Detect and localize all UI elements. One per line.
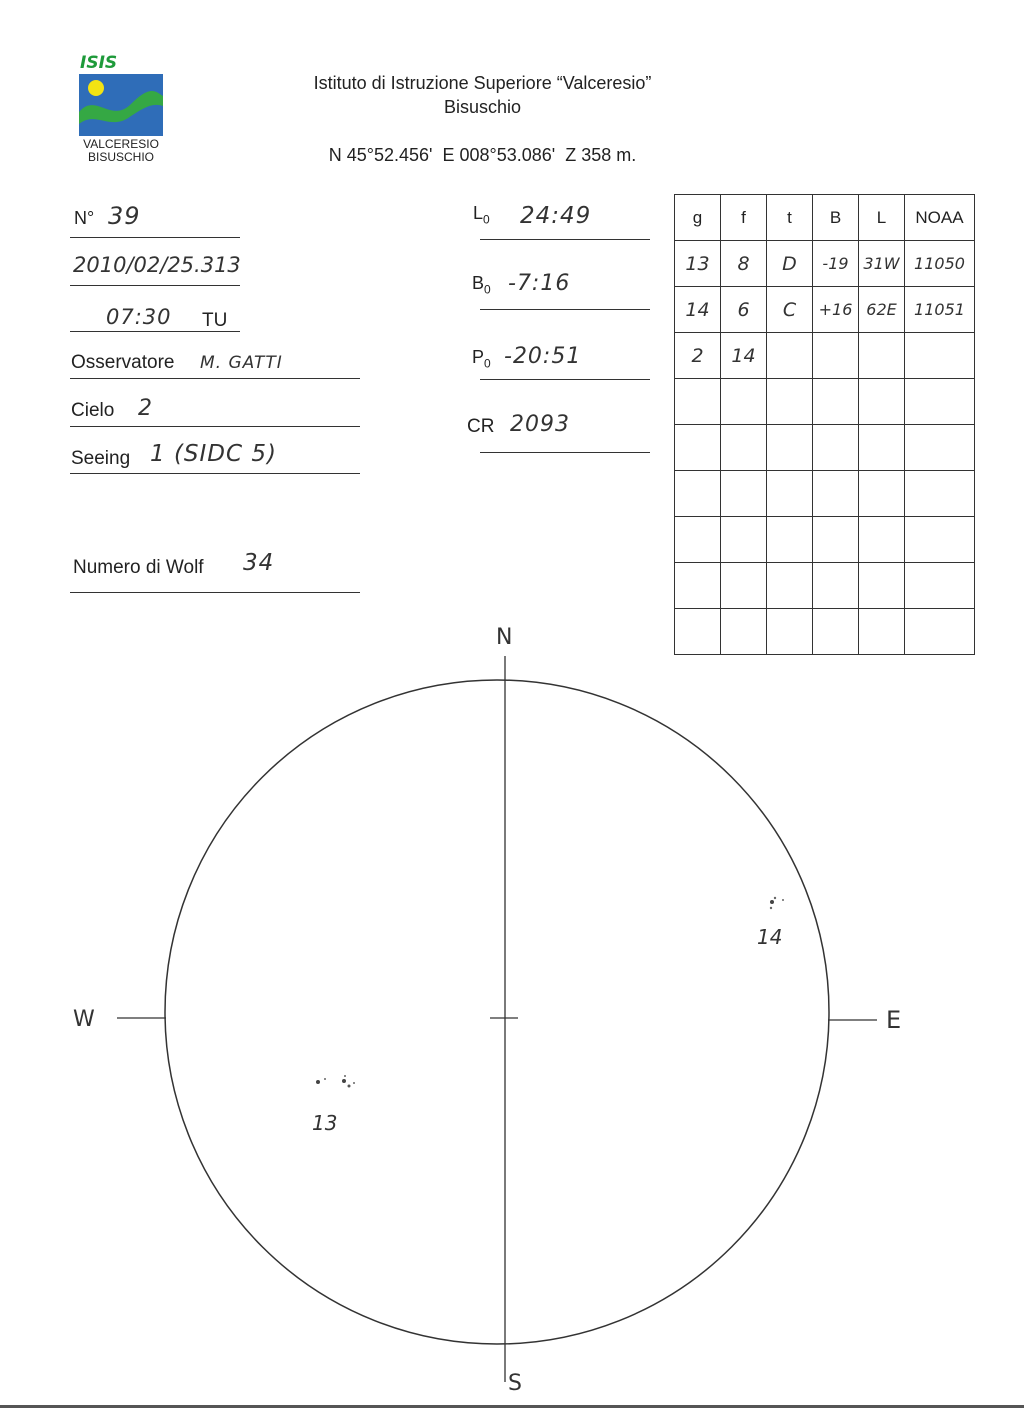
sunspot — [353, 1082, 355, 1084]
table-header-l: L — [859, 195, 905, 241]
table-cell — [859, 333, 905, 379]
cr-label: CR — [467, 416, 495, 437]
seeing-value: 1 (SIDC 5) — [150, 441, 277, 467]
number-underline — [70, 237, 240, 238]
page-bottom-edge — [0, 1405, 1024, 1408]
table-cell: 8 — [721, 241, 767, 287]
sunspot-groups-table — [674, 194, 975, 655]
solar-disk — [165, 680, 829, 1344]
l0-label — [473, 203, 490, 227]
table-cell — [905, 333, 975, 379]
table-cell: D — [767, 241, 813, 287]
sunspot — [316, 1080, 320, 1084]
table-cell — [905, 563, 975, 609]
table-cell: 6 — [721, 287, 767, 333]
table-cell — [721, 517, 767, 563]
table-row — [675, 517, 975, 563]
table-row — [675, 333, 975, 379]
sunspot — [782, 899, 784, 901]
sky-label: Cielo — [71, 400, 115, 421]
observer-label: Osservatore — [71, 352, 175, 373]
logo-line1: VALCERESIO — [83, 137, 159, 151]
sky-underline — [70, 426, 360, 427]
table-cell — [675, 517, 721, 563]
table-cell — [813, 471, 859, 517]
table-row — [675, 425, 975, 471]
table-cell: C — [767, 287, 813, 333]
wolf-number-value: 34 — [243, 550, 275, 576]
table-row — [675, 563, 975, 609]
sunspot — [344, 1075, 346, 1077]
table-cell — [813, 563, 859, 609]
table-cell: 11050 — [905, 241, 975, 287]
sunspot — [348, 1085, 351, 1088]
table-row — [675, 471, 975, 517]
observation-time: 07:30 — [106, 305, 172, 329]
table-cell — [767, 563, 813, 609]
sunspot — [342, 1079, 346, 1083]
sunspot — [324, 1078, 326, 1080]
b0-label-sub: 0 — [484, 282, 491, 297]
sunspot-group-13 — [316, 1075, 355, 1088]
sunspot — [774, 897, 776, 899]
time-underline — [70, 331, 240, 332]
table-cell — [813, 379, 859, 425]
table-row — [675, 379, 975, 425]
wolf-number-label: Numero di Wolf — [73, 557, 204, 578]
number-label: N° — [74, 208, 95, 228]
logo-top-text: ISIS — [80, 53, 118, 73]
table-cell — [859, 517, 905, 563]
table-cell — [675, 471, 721, 517]
l0-label-sub: 0 — [483, 212, 490, 227]
table-cell — [859, 379, 905, 425]
table-header-b: B — [813, 195, 859, 241]
l0-value: 24:49 — [520, 203, 592, 229]
b0-value: -7:16 — [508, 271, 571, 296]
west-label: W — [73, 1007, 95, 1032]
logo-line2: BISUSCHIO — [87, 150, 154, 164]
table-cell — [767, 517, 813, 563]
table-cell — [813, 333, 859, 379]
table-cell — [905, 425, 975, 471]
l0-label-letter: L — [473, 203, 484, 223]
table-cell — [767, 333, 813, 379]
table-cell — [813, 517, 859, 563]
table-cell — [675, 425, 721, 471]
sunspot-group-label: 14 — [757, 925, 783, 949]
table-cell: -19 — [813, 241, 859, 287]
p0-label-letter: P — [472, 347, 485, 367]
table-cell — [675, 379, 721, 425]
table-header-g: g — [675, 195, 721, 241]
cr-underline — [480, 452, 650, 453]
table-cell — [767, 379, 813, 425]
sunspot — [770, 900, 774, 904]
table-row — [675, 287, 975, 333]
table-cell — [813, 425, 859, 471]
table-cell — [675, 563, 721, 609]
table-header-f: f — [721, 195, 767, 241]
p0-underline — [480, 379, 650, 380]
table-cell — [767, 471, 813, 517]
p0-label-sub: 0 — [484, 356, 491, 371]
time-unit: TU — [202, 310, 228, 331]
table-cell — [721, 379, 767, 425]
table-cell — [721, 425, 767, 471]
sky-value: 2 — [138, 396, 153, 421]
p0-value: -20:51 — [504, 344, 582, 369]
table-cell: 11051 — [905, 287, 975, 333]
observatory-coordinates: N 45°52.456' E 008°53.086' Z 358 m. — [328, 145, 637, 165]
b0-label — [472, 273, 491, 297]
seeing-underline — [70, 473, 360, 474]
table-cell — [905, 471, 975, 517]
seeing-label: Seeing — [71, 448, 131, 469]
institute-town: Bisuschio — [443, 97, 522, 117]
sunspot-group-label: 13 — [312, 1111, 338, 1135]
east-label: E — [886, 1006, 902, 1034]
table-cell — [721, 471, 767, 517]
table-header-t: t — [767, 195, 813, 241]
observer-underline — [70, 378, 360, 379]
b0-label-letter: B — [472, 273, 485, 293]
table-cell — [767, 425, 813, 471]
l0-underline — [480, 239, 650, 240]
sunspot — [770, 907, 772, 909]
table-cell — [859, 425, 905, 471]
cr-value: 2093 — [510, 412, 570, 437]
table-cell: 2 — [675, 333, 721, 379]
solar-disk-drawing — [0, 620, 1024, 1410]
table-cell: 62E — [859, 287, 905, 333]
p0-label — [472, 347, 491, 371]
number-value: 39 — [108, 202, 141, 230]
table-cell — [721, 563, 767, 609]
north-label: N — [496, 625, 513, 650]
date-underline — [70, 285, 240, 286]
table-cell: 13 — [675, 241, 721, 287]
wolf-underline — [70, 592, 360, 593]
school-logo — [76, 52, 166, 164]
table-cell: 14 — [675, 287, 721, 333]
table-cell: 31W — [859, 241, 905, 287]
table-cell: 14 — [721, 333, 767, 379]
table-row — [675, 241, 975, 287]
table-cell — [905, 517, 975, 563]
table-cell: +16 — [813, 287, 859, 333]
institute-name: Istituto di Istruzione Superiore “Valceresio” — [313, 73, 652, 93]
observer-value: M. GATTI — [200, 353, 283, 373]
table-cell — [859, 471, 905, 517]
b0-underline — [480, 309, 650, 310]
table-header-noaa: NOAA — [905, 195, 975, 241]
south-label: S — [508, 1371, 522, 1396]
sunspot-group-14 — [770, 897, 784, 909]
table-header-row — [675, 195, 975, 241]
observation-date: 2010/02/25.313 — [73, 253, 241, 277]
table-cell — [859, 563, 905, 609]
table-cell — [905, 379, 975, 425]
